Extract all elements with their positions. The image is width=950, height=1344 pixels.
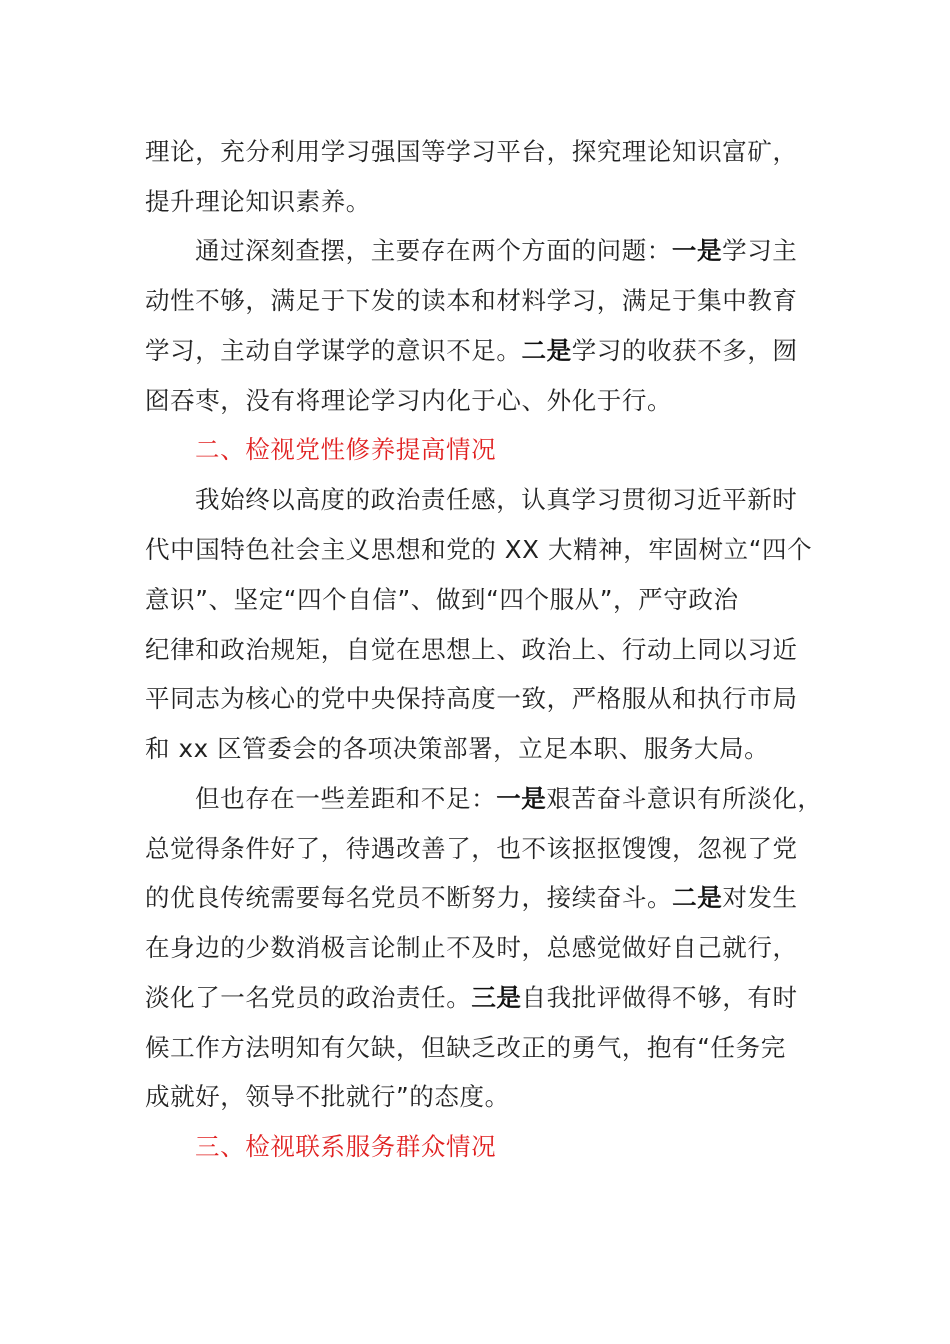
text-run: 对发生 — [722, 883, 798, 912]
emphasis-label: 三是 — [471, 983, 522, 1012]
emphasis-label: 一是 — [496, 784, 547, 813]
text-line — [145, 331, 815, 371]
emphasis-label: 二是 — [521, 336, 572, 365]
text-run: 学习主 — [722, 236, 798, 265]
section-heading-2: 二、检视党性修养提高情况 — [195, 435, 497, 464]
text-line: 意识”、坚定“四个自信”、做到“四个服从”，严守政治 — [145, 585, 739, 614]
text-line: 成就好，领导不批就行”的态度。 — [145, 1082, 510, 1111]
text-line: 囵吞枣，没有将理论学习内化于心、外化于行。 — [145, 386, 673, 415]
text-run: 学习的收获不多，囫 — [571, 336, 798, 365]
text-line: 纪律和政治规矩，自觉在思想上、政治上、行动上同以习近 — [145, 635, 798, 664]
text-run: 的优良传统需要每名党员不断努力，接续奋斗。 — [145, 883, 673, 912]
text-run: 艰苦奋斗意识有所淡化， — [546, 784, 823, 813]
text-run: 通过深刻查摆，主要存在两个方面的问题： — [195, 236, 672, 265]
text-line: 平同志为核心的党中央保持高度一致，严格服从和执行市局 — [145, 684, 798, 713]
text-line: 动性不够，满足于下发的读本和材料学习，满足于集中教育 — [145, 286, 798, 315]
text-line: 理论，充分利用学习强国等学习平台，探究理论知识富矿， — [145, 137, 798, 166]
text-line: 代中国特色社会主义思想和党的 XX 大精神，牢固树立“四个 — [145, 535, 813, 564]
text-line — [145, 878, 815, 918]
text-line — [195, 779, 865, 819]
text-line: 候工作方法明知有欠缺，但缺乏改正的勇气，抱有“任务完 — [145, 1033, 786, 1062]
text-run: 学习，主动自学谋学的意识不足。 — [145, 336, 522, 365]
text-line: 总觉得条件好了，待遇改善了，也不该抠抠馊馊，忽视了党 — [145, 834, 798, 863]
text-run: 淡化了一名党员的政治责任。 — [145, 983, 472, 1012]
emphasis-label: 二是 — [672, 883, 723, 912]
text-line: 和 xx 区管委会的各项决策部署，立足本职、服务大局。 — [145, 734, 770, 763]
section-heading-3: 三、检视联系服务群众情况 — [195, 1132, 497, 1161]
text-line: 在身边的少数消极言论制止不及时，总感觉做好自己就行， — [145, 933, 798, 962]
text-run: 但也存在一些差距和不足： — [195, 784, 497, 813]
text-line: 我始终以高度的政治责任感，认真学习贯彻习近平新时 — [195, 485, 798, 514]
text-line — [195, 231, 865, 271]
emphasis-label: 一是 — [671, 236, 723, 265]
text-line — [145, 978, 815, 1018]
text-line: 提升理论知识素养。 — [145, 187, 371, 216]
text-run: 自我批评做得不够，有时 — [521, 983, 798, 1012]
